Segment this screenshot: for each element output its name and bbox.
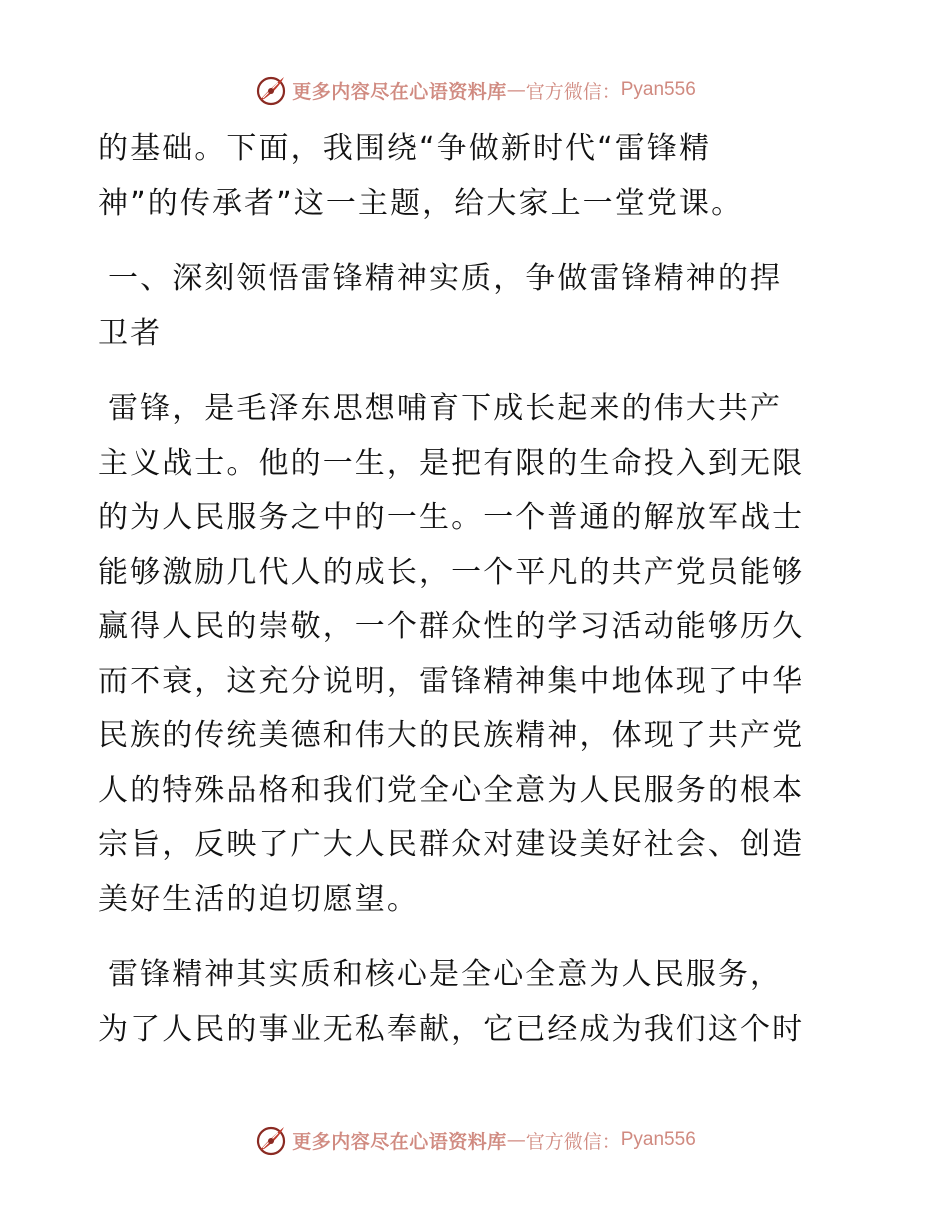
quill-logo-icon	[254, 1123, 288, 1157]
section-heading	[98, 252, 858, 361]
header-watermark	[0, 70, 950, 110]
text-line: 一、深刻领悟雷锋精神实质，争做雷锋精神的捍	[108, 261, 783, 296]
text-line: 雷锋精神其实质和核心是全心全意为人民服务，	[108, 957, 783, 992]
text-line: 人的特殊品格和我们党全心全意为人民服务的根本	[98, 772, 805, 808]
watermark-contact-id: Pyan556	[620, 79, 696, 100]
text-line: 神”的传承者”这一主题，给大家上一堂党课。	[98, 185, 744, 221]
watermark-contact-label: 官方微信：	[525, 1130, 621, 1153]
text-line: 而不衰，这充分说明，雷锋精神集中地体现了中华	[98, 663, 805, 699]
watermark-contact-id: Pyan556	[620, 1129, 696, 1150]
text-line: 主义战士。他的一生，是把有限的生命投入到无限	[98, 445, 805, 481]
watermark-contact-label: 官方微信：	[525, 80, 621, 103]
watermark-separator: —	[506, 1129, 526, 1151]
footer-watermark	[0, 1120, 950, 1160]
quill-logo-icon	[254, 73, 288, 107]
text-line: 赢得人民的崇敬，一个群众性的学习活动能够历久	[98, 609, 805, 644]
text-line: 雷锋，是毛泽东思想哺育下成长起来的伟大共产	[108, 391, 783, 426]
text-line: 民族的传统美德和伟大的民族精神，体现了共产党	[98, 718, 805, 753]
paragraph-intro	[98, 122, 858, 231]
text-line: 美好生活的迫切愿望。	[98, 881, 419, 917]
text-line: 能够激励几代人的成长，一个平凡的共产党员能够	[98, 554, 805, 590]
text-line: 宗旨，反映了广大人民群众对建设美好社会、创造	[98, 827, 805, 862]
paragraph-core	[98, 948, 858, 1057]
paragraph-body	[98, 382, 858, 927]
watermark-brand: 更多内容尽在心语资料库	[292, 1130, 507, 1153]
text-line: 的基础。下面，我围绕“争做新时代“雷锋精	[98, 131, 712, 166]
document-body	[98, 122, 858, 1078]
text-line: 的为人民服务之中的一生。一个普通的解放军战士	[98, 500, 805, 535]
text-line: 为了人民的事业无私奉献，它已经成为我们这个时	[98, 1011, 805, 1047]
watermark-brand: 更多内容尽在心语资料库	[292, 80, 507, 103]
watermark-separator: —	[506, 79, 526, 101]
text-line: 卫者	[98, 315, 163, 351]
